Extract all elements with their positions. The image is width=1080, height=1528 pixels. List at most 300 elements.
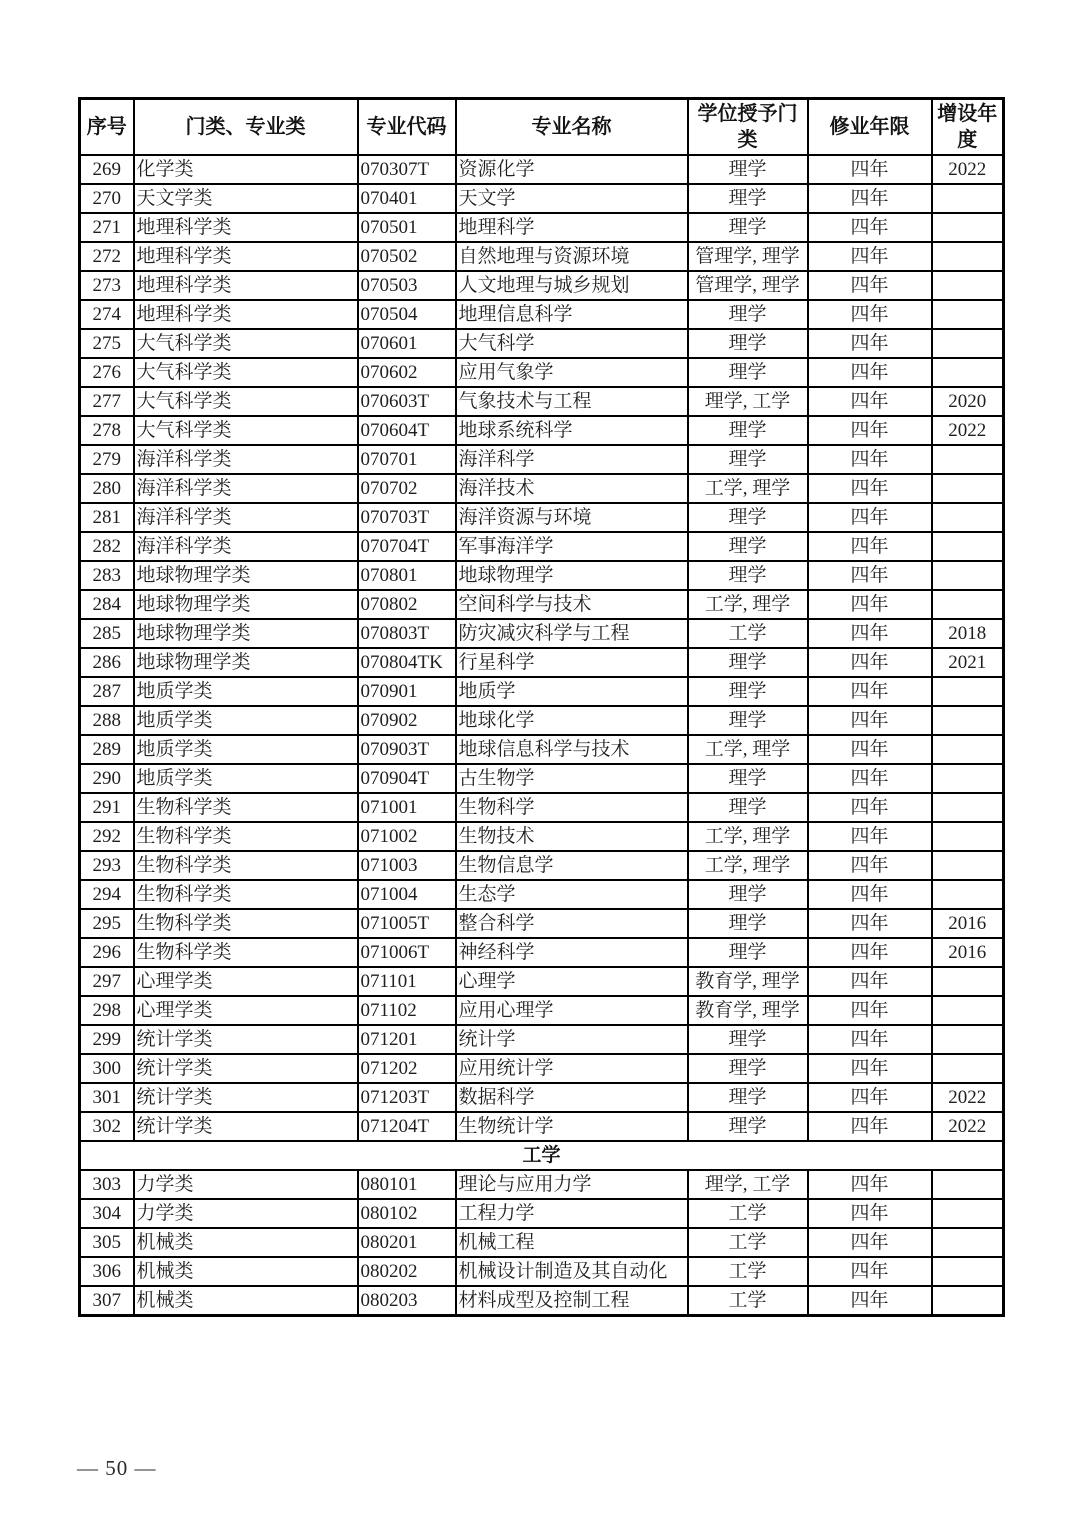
cell-year-added — [932, 300, 1004, 329]
cell-serial: 303 — [80, 1170, 134, 1199]
cell-code: 070603T — [358, 387, 456, 416]
cell-code: 070602 — [358, 358, 456, 387]
cell-name: 气象技术与工程 — [456, 387, 688, 416]
cell-name: 理论与应用力学 — [456, 1170, 688, 1199]
cell-year-added — [932, 358, 1004, 387]
table-row — [80, 242, 1004, 271]
cell-years: 四年 — [808, 1257, 932, 1286]
cell-category: 生物科学类 — [134, 851, 358, 880]
cell-degree: 理学 — [688, 561, 808, 590]
cell-name: 地质学 — [456, 677, 688, 706]
cell-year-added — [932, 561, 1004, 590]
cell-category: 海洋科学类 — [134, 503, 358, 532]
cell-serial: 290 — [80, 764, 134, 793]
cell-category: 大气科学类 — [134, 329, 358, 358]
cell-year-added — [932, 706, 1004, 735]
cell-degree: 工学, 理学 — [688, 822, 808, 851]
cell-years: 四年 — [808, 909, 932, 938]
cell-name: 机械设计制造及其自动化 — [456, 1257, 688, 1286]
cell-category: 地理科学类 — [134, 242, 358, 271]
table-row — [80, 793, 1004, 822]
cell-serial: 276 — [80, 358, 134, 387]
cell-degree: 理学 — [688, 1083, 808, 1112]
cell-year-added — [932, 735, 1004, 764]
cell-code: 070504 — [358, 300, 456, 329]
cell-degree: 理学 — [688, 764, 808, 793]
table-row — [80, 474, 1004, 503]
cell-name: 空间科学与技术 — [456, 590, 688, 619]
cell-category: 机械类 — [134, 1228, 358, 1257]
cell-degree: 管理学, 理学 — [688, 271, 808, 300]
cell-serial: 294 — [80, 880, 134, 909]
cell-category: 大气科学类 — [134, 387, 358, 416]
cell-code: 080201 — [358, 1228, 456, 1257]
cell-years: 四年 — [808, 474, 932, 503]
table-row — [80, 706, 1004, 735]
cell-years: 四年 — [808, 1228, 932, 1257]
cell-category: 化学类 — [134, 155, 358, 184]
cell-name: 应用气象学 — [456, 358, 688, 387]
column-header-2: 专业代码 — [358, 99, 456, 156]
cell-category: 统计学类 — [134, 1112, 358, 1141]
cell-code: 070601 — [358, 329, 456, 358]
cell-year-added — [932, 1054, 1004, 1083]
table-row — [80, 503, 1004, 532]
cell-name: 数据科学 — [456, 1083, 688, 1112]
table-row — [80, 1257, 1004, 1286]
cell-year-added — [932, 503, 1004, 532]
cell-category: 心理学类 — [134, 967, 358, 996]
cell-year-added: 2022 — [932, 1083, 1004, 1112]
cell-years: 四年 — [808, 503, 932, 532]
table-row — [80, 735, 1004, 764]
cell-serial: 297 — [80, 967, 134, 996]
cell-category: 心理学类 — [134, 996, 358, 1025]
cell-serial: 304 — [80, 1199, 134, 1228]
cell-category: 大气科学类 — [134, 358, 358, 387]
cell-year-added: 2021 — [932, 648, 1004, 677]
cell-name: 整合科学 — [456, 909, 688, 938]
table-row — [80, 387, 1004, 416]
cell-code: 071006T — [358, 938, 456, 967]
cell-year-added — [932, 213, 1004, 242]
table-row — [80, 1286, 1004, 1316]
cell-name: 海洋资源与环境 — [456, 503, 688, 532]
cell-code: 070401 — [358, 184, 456, 213]
cell-years: 四年 — [808, 967, 932, 996]
cell-code: 071202 — [358, 1054, 456, 1083]
cell-years: 四年 — [808, 416, 932, 445]
cell-name: 古生物学 — [456, 764, 688, 793]
cell-degree: 工学 — [688, 1286, 808, 1316]
cell-category: 机械类 — [134, 1286, 358, 1316]
cell-code: 071005T — [358, 909, 456, 938]
cell-years: 四年 — [808, 706, 932, 735]
table-row — [80, 271, 1004, 300]
cell-years: 四年 — [808, 938, 932, 967]
cell-name: 神经科学 — [456, 938, 688, 967]
cell-year-added: 2018 — [932, 619, 1004, 648]
cell-serial: 269 — [80, 155, 134, 184]
cell-year-added — [932, 996, 1004, 1025]
cell-code: 080102 — [358, 1199, 456, 1228]
cell-years: 四年 — [808, 1054, 932, 1083]
cell-degree: 理学 — [688, 532, 808, 561]
cell-year-added — [932, 677, 1004, 706]
cell-degree: 理学 — [688, 677, 808, 706]
cell-serial: 288 — [80, 706, 134, 735]
cell-years: 四年 — [808, 1170, 932, 1199]
cell-category: 地理科学类 — [134, 213, 358, 242]
cell-name: 材料成型及控制工程 — [456, 1286, 688, 1316]
cell-degree: 工学, 理学 — [688, 851, 808, 880]
cell-code: 071201 — [358, 1025, 456, 1054]
cell-serial: 292 — [80, 822, 134, 851]
cell-years: 四年 — [808, 880, 932, 909]
cell-year-added: 2022 — [932, 1112, 1004, 1141]
cell-code: 071004 — [358, 880, 456, 909]
cell-year-added: 2016 — [932, 938, 1004, 967]
cell-serial: 279 — [80, 445, 134, 474]
cell-year-added — [932, 445, 1004, 474]
cell-code: 071002 — [358, 822, 456, 851]
cell-name: 生物信息学 — [456, 851, 688, 880]
cell-code: 071001 — [358, 793, 456, 822]
cell-code: 070904T — [358, 764, 456, 793]
cell-code: 071003 — [358, 851, 456, 880]
cell-code: 070802 — [358, 590, 456, 619]
cell-name: 防灾减灾科学与工程 — [456, 619, 688, 648]
cell-code: 070801 — [358, 561, 456, 590]
cell-serial: 307 — [80, 1286, 134, 1316]
cell-years: 四年 — [808, 184, 932, 213]
cell-degree: 理学, 工学 — [688, 1170, 808, 1199]
table-row — [80, 938, 1004, 967]
table-row — [80, 619, 1004, 648]
cell-years: 四年 — [808, 358, 932, 387]
cell-degree: 教育学, 理学 — [688, 967, 808, 996]
table-row — [80, 996, 1004, 1025]
cell-category: 海洋科学类 — [134, 474, 358, 503]
column-header-3: 专业名称 — [456, 99, 688, 156]
cell-code: 070702 — [358, 474, 456, 503]
cell-degree: 理学 — [688, 1054, 808, 1083]
cell-category: 地质学类 — [134, 706, 358, 735]
cell-code: 070501 — [358, 213, 456, 242]
table-row — [80, 329, 1004, 358]
cell-code: 070804TK — [358, 648, 456, 677]
cell-code: 071101 — [358, 967, 456, 996]
cell-years: 四年 — [808, 329, 932, 358]
cell-category: 力学类 — [134, 1170, 358, 1199]
cell-name: 工程力学 — [456, 1199, 688, 1228]
cell-code: 071203T — [358, 1083, 456, 1112]
table-row — [80, 358, 1004, 387]
cell-name: 人文地理与城乡规划 — [456, 271, 688, 300]
cell-code: 070903T — [358, 735, 456, 764]
column-header-5: 修业年限 — [808, 99, 932, 156]
cell-year-added — [932, 764, 1004, 793]
cell-year-added — [932, 474, 1004, 503]
cell-serial: 291 — [80, 793, 134, 822]
cell-years: 四年 — [808, 155, 932, 184]
cell-name: 海洋科学 — [456, 445, 688, 474]
cell-serial: 281 — [80, 503, 134, 532]
cell-year-added — [932, 1025, 1004, 1054]
cell-category: 生物科学类 — [134, 880, 358, 909]
cell-year-added — [932, 532, 1004, 561]
cell-code: 080203 — [358, 1286, 456, 1316]
cell-degree: 理学 — [688, 793, 808, 822]
cell-years: 四年 — [808, 1025, 932, 1054]
cell-serial: 273 — [80, 271, 134, 300]
cell-years: 四年 — [808, 1286, 932, 1316]
table-row — [80, 1083, 1004, 1112]
cell-category: 地理科学类 — [134, 271, 358, 300]
cell-degree: 理学 — [688, 184, 808, 213]
cell-code: 070902 — [358, 706, 456, 735]
cell-code: 071204T — [358, 1112, 456, 1141]
cell-year-added — [932, 880, 1004, 909]
table-header-row — [80, 99, 1004, 156]
cell-category: 生物科学类 — [134, 938, 358, 967]
table-row — [80, 561, 1004, 590]
cell-category: 地质学类 — [134, 677, 358, 706]
table-row — [80, 155, 1004, 184]
cell-name: 地球物理学 — [456, 561, 688, 590]
cell-code: 070307T — [358, 155, 456, 184]
cell-year-added: 2016 — [932, 909, 1004, 938]
cell-year-added — [932, 793, 1004, 822]
cell-name: 应用统计学 — [456, 1054, 688, 1083]
cell-years: 四年 — [808, 851, 932, 880]
cell-name: 海洋技术 — [456, 474, 688, 503]
cell-name: 地理科学 — [456, 213, 688, 242]
table-row — [80, 764, 1004, 793]
cell-name: 生态学 — [456, 880, 688, 909]
cell-degree: 工学 — [688, 1199, 808, 1228]
cell-years: 四年 — [808, 1112, 932, 1141]
cell-serial: 295 — [80, 909, 134, 938]
cell-name: 军事海洋学 — [456, 532, 688, 561]
cell-category: 海洋科学类 — [134, 532, 358, 561]
cell-serial: 301 — [80, 1083, 134, 1112]
cell-name: 机械工程 — [456, 1228, 688, 1257]
table-row — [80, 822, 1004, 851]
cell-years: 四年 — [808, 387, 932, 416]
table-row — [80, 1054, 1004, 1083]
cell-category: 生物科学类 — [134, 909, 358, 938]
cell-serial: 283 — [80, 561, 134, 590]
cell-serial: 274 — [80, 300, 134, 329]
cell-year-added: 2022 — [932, 416, 1004, 445]
table-row — [80, 1228, 1004, 1257]
cell-degree: 理学 — [688, 1112, 808, 1141]
cell-years: 四年 — [808, 561, 932, 590]
cell-years: 四年 — [808, 648, 932, 677]
cell-years: 四年 — [808, 619, 932, 648]
cell-year-added — [932, 1228, 1004, 1257]
cell-years: 四年 — [808, 822, 932, 851]
cell-serial: 272 — [80, 242, 134, 271]
cell-category: 机械类 — [134, 1257, 358, 1286]
cell-year-added: 2022 — [932, 155, 1004, 184]
cell-serial: 275 — [80, 329, 134, 358]
cell-degree: 管理学, 理学 — [688, 242, 808, 271]
table-row — [80, 677, 1004, 706]
table-row — [80, 1170, 1004, 1199]
column-header-1: 门类、专业类 — [134, 99, 358, 156]
cell-years: 四年 — [808, 764, 932, 793]
cell-category: 地球物理学类 — [134, 590, 358, 619]
table-row — [80, 1199, 1004, 1228]
cell-year-added — [932, 1170, 1004, 1199]
cell-serial: 282 — [80, 532, 134, 561]
cell-code: 070803T — [358, 619, 456, 648]
cell-degree: 理学 — [688, 503, 808, 532]
cell-degree: 理学, 工学 — [688, 387, 808, 416]
cell-category: 天文学类 — [134, 184, 358, 213]
cell-category: 地球物理学类 — [134, 561, 358, 590]
cell-serial: 280 — [80, 474, 134, 503]
cell-serial: 285 — [80, 619, 134, 648]
table-row — [80, 416, 1004, 445]
cell-name: 应用心理学 — [456, 996, 688, 1025]
cell-year-added — [932, 1257, 1004, 1286]
cell-degree: 理学 — [688, 1025, 808, 1054]
cell-degree: 理学 — [688, 155, 808, 184]
cell-year-added — [932, 967, 1004, 996]
cell-name: 生物技术 — [456, 822, 688, 851]
cell-year-added: 2020 — [932, 387, 1004, 416]
cell-code: 071102 — [358, 996, 456, 1025]
table-row — [80, 590, 1004, 619]
cell-year-added — [932, 822, 1004, 851]
cell-year-added — [932, 590, 1004, 619]
cell-degree: 理学 — [688, 880, 808, 909]
cell-name: 心理学 — [456, 967, 688, 996]
cell-code: 070901 — [358, 677, 456, 706]
cell-serial: 305 — [80, 1228, 134, 1257]
cell-year-added — [932, 242, 1004, 271]
cell-category: 地球物理学类 — [134, 648, 358, 677]
cell-name: 地球系统科学 — [456, 416, 688, 445]
column-header-4: 学位授予门类 — [688, 99, 808, 156]
cell-category: 统计学类 — [134, 1054, 358, 1083]
cell-years: 四年 — [808, 532, 932, 561]
cell-category: 统计学类 — [134, 1025, 358, 1054]
cell-degree: 理学 — [688, 909, 808, 938]
cell-name: 统计学 — [456, 1025, 688, 1054]
cell-years: 四年 — [808, 996, 932, 1025]
table-row — [80, 213, 1004, 242]
table-row — [80, 880, 1004, 909]
cell-degree: 理学 — [688, 445, 808, 474]
cell-code: 070604T — [358, 416, 456, 445]
table-row — [80, 851, 1004, 880]
table-row — [80, 967, 1004, 996]
cell-serial: 271 — [80, 213, 134, 242]
cell-code: 080101 — [358, 1170, 456, 1199]
cell-years: 四年 — [808, 271, 932, 300]
cell-degree: 理学 — [688, 213, 808, 242]
cell-years: 四年 — [808, 1199, 932, 1228]
cell-category: 地球物理学类 — [134, 619, 358, 648]
cell-name: 行星科学 — [456, 648, 688, 677]
table-row — [80, 184, 1004, 213]
table-row — [80, 1112, 1004, 1141]
cell-serial: 278 — [80, 416, 134, 445]
cell-serial: 299 — [80, 1025, 134, 1054]
cell-code: 070704T — [358, 532, 456, 561]
cell-year-added — [932, 1199, 1004, 1228]
cell-code: 070502 — [358, 242, 456, 271]
cell-degree: 工学 — [688, 1228, 808, 1257]
cell-name: 自然地理与资源环境 — [456, 242, 688, 271]
table-row — [80, 1025, 1004, 1054]
table-row — [80, 445, 1004, 474]
cell-category: 海洋科学类 — [134, 445, 358, 474]
cell-code: 070701 — [358, 445, 456, 474]
cell-years: 四年 — [808, 445, 932, 474]
cell-name: 资源化学 — [456, 155, 688, 184]
cell-serial: 286 — [80, 648, 134, 677]
cell-years: 四年 — [808, 300, 932, 329]
cell-degree: 理学 — [688, 329, 808, 358]
cell-serial: 306 — [80, 1257, 134, 1286]
page-number: — 50 — — [77, 1456, 157, 1480]
cell-category: 生物科学类 — [134, 822, 358, 851]
cell-serial: 296 — [80, 938, 134, 967]
cell-years: 四年 — [808, 1083, 932, 1112]
cell-category: 统计学类 — [134, 1083, 358, 1112]
cell-serial: 300 — [80, 1054, 134, 1083]
cell-serial: 270 — [80, 184, 134, 213]
cell-name: 生物科学 — [456, 793, 688, 822]
section-row — [80, 1141, 1004, 1170]
cell-name: 大气科学 — [456, 329, 688, 358]
cell-year-added — [932, 329, 1004, 358]
cell-degree: 理学 — [688, 358, 808, 387]
cell-name: 地理信息科学 — [456, 300, 688, 329]
cell-degree: 理学 — [688, 648, 808, 677]
cell-degree: 理学 — [688, 416, 808, 445]
table-row — [80, 532, 1004, 561]
cell-category: 地质学类 — [134, 735, 358, 764]
cell-degree: 工学 — [688, 1257, 808, 1286]
cell-degree: 理学 — [688, 938, 808, 967]
cell-serial: 287 — [80, 677, 134, 706]
section-label: 工学 — [80, 1141, 1004, 1170]
cell-name: 地球化学 — [456, 706, 688, 735]
cell-name: 地球信息科学与技术 — [456, 735, 688, 764]
cell-years: 四年 — [808, 590, 932, 619]
cell-category: 生物科学类 — [134, 793, 358, 822]
cell-years: 四年 — [808, 793, 932, 822]
cell-serial: 277 — [80, 387, 134, 416]
cell-code: 080202 — [358, 1257, 456, 1286]
column-header-0: 序号 — [80, 99, 134, 156]
cell-year-added — [932, 271, 1004, 300]
cell-code: 070503 — [358, 271, 456, 300]
cell-degree: 工学 — [688, 619, 808, 648]
cell-degree: 教育学, 理学 — [688, 996, 808, 1025]
cell-serial: 298 — [80, 996, 134, 1025]
cell-serial: 289 — [80, 735, 134, 764]
cell-serial: 284 — [80, 590, 134, 619]
cell-name: 生物统计学 — [456, 1112, 688, 1141]
majors-table — [78, 97, 1005, 1317]
